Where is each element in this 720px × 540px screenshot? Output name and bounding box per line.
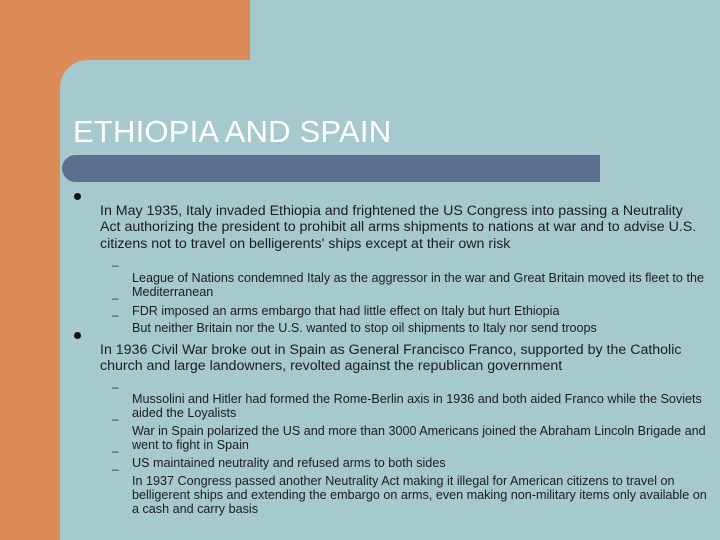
sub-point-2-3: US maintained neutrality and refused arms to both sides [132, 455, 446, 470]
dash-icon: – [112, 258, 119, 272]
dash-icon: – [112, 412, 119, 426]
slide-title: ETHIOPIA AND SPAIN [73, 114, 392, 149]
main-point-1: In May 1935, Italy invaded Ethiopia and frightened the US Congress into passing a Neutrality Act authorizing the president to prohibit all arms shipments to nations at war and to advise U.S. citizens not to travel on belligerents' ships except at their own risk [100, 203, 697, 252]
dash-icon: – [112, 380, 119, 394]
sub-point-2-1: Mussolini and Hitler had formed the Rome-Berlin axis in 1936 and both aided Franco while the Soviets aided the Loyalists [132, 391, 702, 420]
dash-icon: – [112, 291, 119, 305]
sub-point-2-4: In 1937 Congress passed another Neutrality Act making it illegal for American citizens to travel on belligerent ships and extending the embargo on arms, even making non-military items only available on a cash and carry basis [132, 473, 707, 517]
bullet-icon [74, 193, 81, 200]
main-point-2: In 1936 Civil War broke out in Spain as General Francisco Franco, supported by the Catholic church and large landowners, revolted against the republican government [100, 342, 682, 375]
dash-icon: – [112, 462, 119, 476]
sub-point-1-2: FDR imposed an arms embargo that had little effect on Italy but hurt Ethiopia [132, 303, 560, 318]
dash-icon: – [112, 444, 119, 458]
dash-icon: – [112, 308, 119, 322]
sub-point-2-2: War in Spain polarized the US and more than 3000 Americans joined the Abraham Lincoln Brigade and went to fight in Spain [132, 423, 706, 452]
sub-point-1-1: League of Nations condemned Italy as the aggressor in the war and Great Britain moved its fleet to the Mediterranean [132, 270, 704, 299]
sub-point-1-3: But neither Britain nor the U.S. wanted to stop oil shipments to Italy nor send troops [132, 320, 597, 335]
bullet-icon [74, 332, 81, 339]
